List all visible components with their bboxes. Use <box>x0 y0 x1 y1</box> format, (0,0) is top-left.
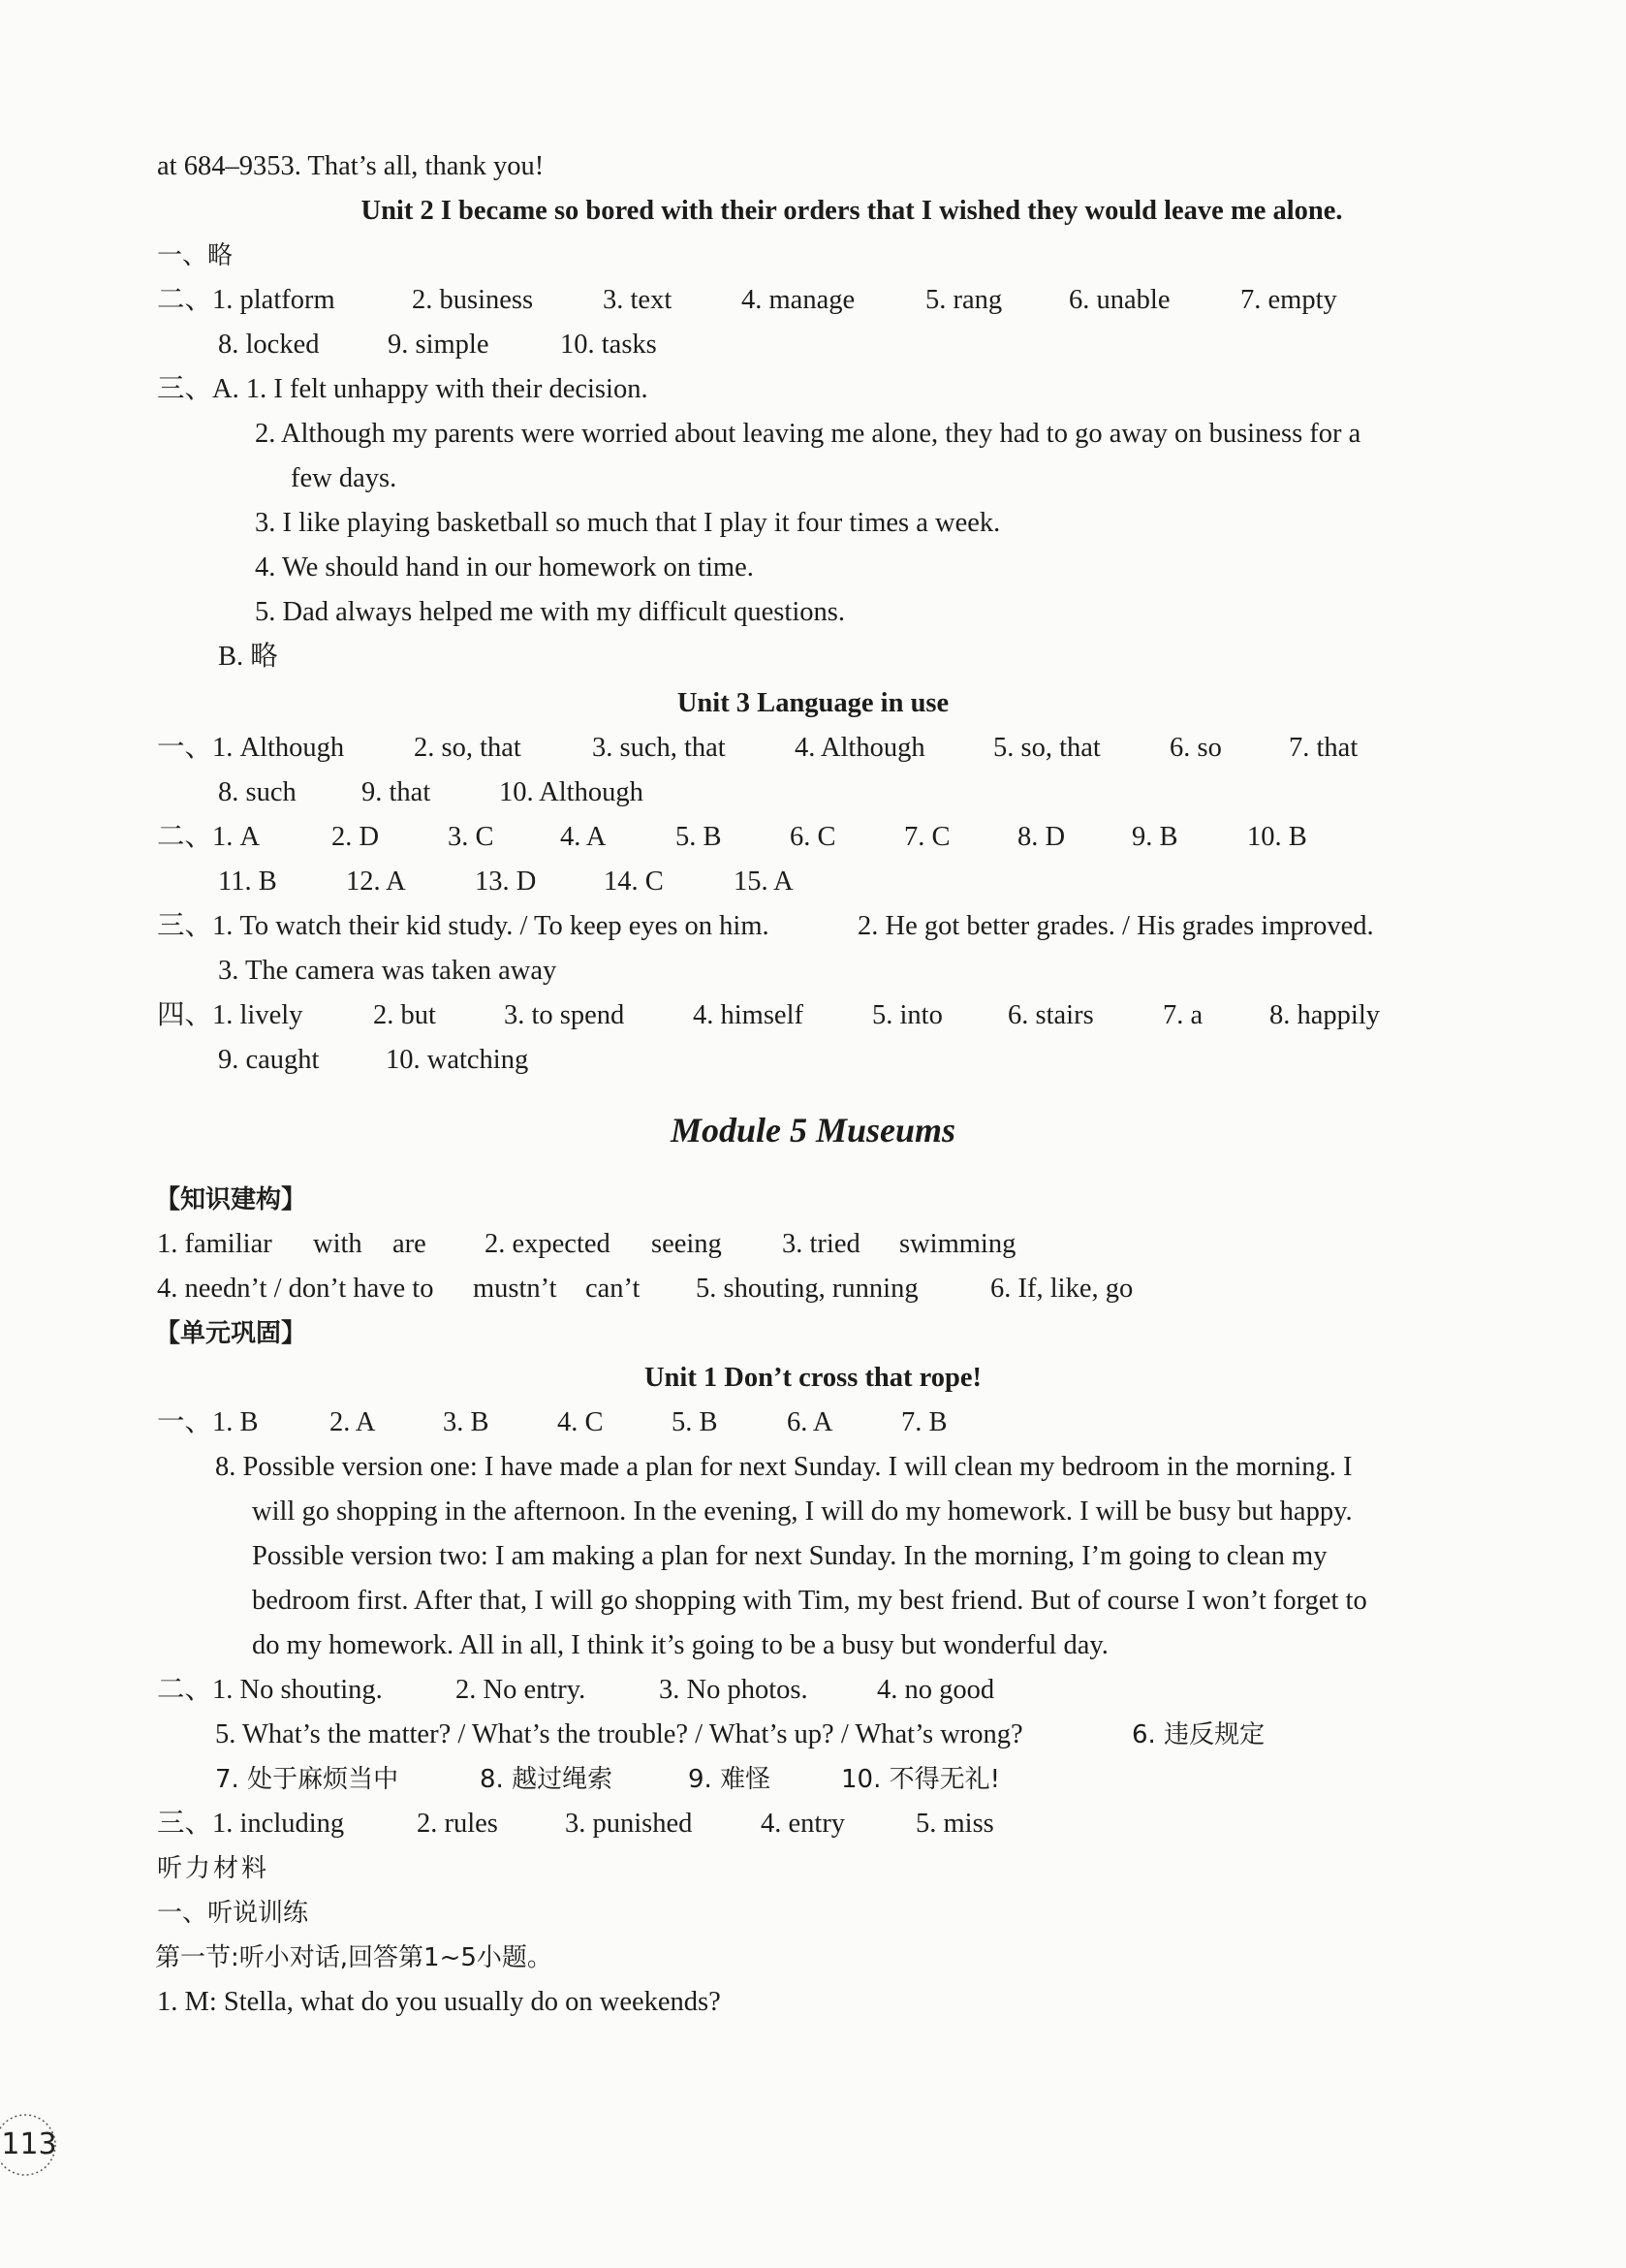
answer-item: 10. 不得无礼! <box>841 1765 1001 1794</box>
answer-item: are <box>392 1229 426 1259</box>
answer-item: 9. that <box>361 777 431 807</box>
answer-item: 5. shouting, running <box>696 1274 919 1304</box>
answer-item: 7. C <box>904 822 951 852</box>
text-line: at 684–9353. That’s all, thank you! <box>157 151 545 181</box>
text-line: few days. <box>291 463 397 493</box>
answer-item: 7. that <box>1289 733 1359 763</box>
text-line: 三、A. 1. I felt unhappy with their decision. <box>157 374 648 404</box>
text-line: 一、略 <box>157 241 234 270</box>
text-line: 一、听说训练 <box>157 1899 309 1928</box>
text-line: 3. The camera was taken away <box>218 956 557 986</box>
answer-item: 15. A <box>734 866 794 897</box>
answer-item: 二、1. platform <box>157 285 335 315</box>
answer-item: mustn’t <box>473 1274 557 1304</box>
answer-item: 3. No photos. <box>659 1675 808 1705</box>
answer-item: 9. 难怪 <box>688 1765 771 1794</box>
answer-item: 9. simple <box>388 330 489 360</box>
unit-1-heading: Unit 1 Don’t cross that rope! <box>643 1363 983 1393</box>
knowledge-structure-heading: 【知识建构】 <box>155 1185 307 1214</box>
answer-item: 3. C <box>448 822 494 852</box>
answer-item: 一、1. Although <box>157 733 345 763</box>
answer-item: 7. 处于麻烦当中 <box>215 1765 399 1794</box>
answer-item: 6. A <box>787 1407 833 1437</box>
answer-item: 4. no good <box>877 1675 995 1705</box>
answer-item: 9. caught <box>218 1045 320 1075</box>
text-line: do my homework. All in all, I think it’s going to be a busy but wonderful day. <box>252 1630 1109 1660</box>
answer-item: can’t <box>585 1274 641 1304</box>
text-line: 1. M: Stella, what do you usually do on weekends? <box>157 1987 721 2017</box>
answer-item: 10. watching <box>386 1045 529 1075</box>
text-line: 3. I like playing basketball so much that I play it four times a week. <box>255 508 1001 538</box>
answer-item: 2. business <box>412 285 534 315</box>
text-line: 第一节:听小对话,回答第1~5小题。 <box>155 1943 552 1972</box>
text-line: will go shopping in the afternoon. In the evening, I will do my homework. I will be busy but happy. <box>252 1496 1353 1527</box>
answer-item: 2. so, that <box>414 733 521 763</box>
answer-item: 13. D <box>475 866 537 897</box>
answer-item: 10. B <box>1247 822 1307 852</box>
answer-item: 6. unable <box>1069 285 1171 315</box>
text-line: B. 略 <box>218 642 278 672</box>
answer-item: 5. rang <box>925 285 1003 315</box>
answer-item: 2. No entry. <box>455 1675 586 1705</box>
answer-item: 5. into <box>872 1000 943 1030</box>
answer-item: 二、1. A <box>157 822 261 852</box>
answer-item: 8. such <box>218 777 297 807</box>
unit-3-heading: Unit 3 Language in use <box>676 688 950 718</box>
answer-item: 5. B <box>675 822 722 852</box>
answer-item: 10. Although <box>499 777 643 807</box>
answer-item: 二、1. No shouting. <box>157 1675 383 1705</box>
text-line: 5. Dad always helped me with my difficult questions. <box>255 597 845 627</box>
answer-item: 4. A <box>560 822 607 852</box>
unit-2-heading: Unit 2 I became so bored with their orders that I wished they would leave me alone. <box>360 196 1343 226</box>
answer-item: 4. himself <box>693 1000 803 1030</box>
answer-item: 5. What’s the matter? / What’s the trouble? / What’s up? / What’s wrong? <box>215 1719 1023 1749</box>
answer-item: 3. tried <box>782 1229 860 1259</box>
answer-item: 6. so <box>1170 733 1222 763</box>
answer-item: 6. C <box>790 822 836 852</box>
answer-item: 5. miss <box>916 1809 994 1839</box>
answer-item: 7. a <box>1163 1000 1204 1030</box>
answer-item: 7. B <box>901 1407 948 1437</box>
answer-item: 7. empty <box>1240 285 1337 315</box>
answer-item: 14. C <box>604 866 664 897</box>
answer-item: 一、1. B <box>157 1407 259 1437</box>
page-number: 113 <box>1 2127 57 2161</box>
answer-item: 3. text <box>603 285 672 315</box>
answer-item: 4. entry <box>761 1809 846 1839</box>
answer-item: 3. to spend <box>504 1000 625 1030</box>
answer-item: 2. He got better grades. / His grades improved. <box>858 911 1374 941</box>
text-line: bedroom first. After that, I will go shopping with Tim, my best friend. But of course I won’t forget to <box>252 1586 1367 1616</box>
text-line: 8. Possible version one: I have made a plan for next Sunday. I will clean my bedroom in the morning. I <box>215 1452 1353 1482</box>
answer-item: 8. D <box>1017 822 1066 852</box>
answer-item: seeing <box>651 1229 722 1259</box>
answer-item: 4. needn’t / don’t have to <box>157 1274 434 1304</box>
answer-item: 2. but <box>373 1000 436 1030</box>
answer-item: 3. such, that <box>592 733 726 763</box>
answer-item: 3. B <box>443 1407 489 1437</box>
unit-consolidation-heading: 【单元巩固】 <box>155 1319 307 1348</box>
answer-item: 6. stairs <box>1008 1000 1094 1030</box>
answer-item: 8. 越过绳索 <box>480 1765 613 1794</box>
answer-item: 4. manage <box>741 285 856 315</box>
answer-item: 2. D <box>331 822 380 852</box>
answer-item: 三、1. including <box>157 1809 345 1839</box>
text-line: Possible version two: I am making a plan for next Sunday. In the morning, I’m going to clean my <box>252 1541 1328 1571</box>
answer-item: 2. expected <box>485 1229 610 1259</box>
listening-materials-heading: 听力材料 <box>157 1854 270 1883</box>
answer-item: 4. Although <box>795 733 925 763</box>
module-5-title: Module 5 Museums <box>670 1111 956 1150</box>
answer-item: 三、1. To watch their kid study. / To keep eyes on him. <box>157 911 769 941</box>
answer-item: 2. A <box>329 1407 376 1437</box>
answer-item: 1. familiar <box>157 1229 272 1259</box>
answer-item: with <box>313 1229 362 1259</box>
answer-item: 4. C <box>557 1407 604 1437</box>
answer-item: 四、1. lively <box>157 1000 303 1030</box>
answer-item: 8. locked <box>218 330 320 360</box>
answer-item: 6. 违反规定 <box>1132 1720 1266 1749</box>
text-line: 2. Although my parents were worried about leaving me alone, they had to go away on business for a <box>255 419 1361 449</box>
answer-item: 5. B <box>672 1407 718 1437</box>
answer-item: 10. tasks <box>560 330 657 360</box>
answer-item: 11. B <box>218 866 277 897</box>
answer-item: 9. B <box>1132 822 1178 852</box>
answer-item: 3. punished <box>565 1809 693 1839</box>
answer-item: 12. A <box>346 866 406 897</box>
answer-item: 5. so, that <box>993 733 1101 763</box>
answer-item: 8. happily <box>1269 1000 1380 1030</box>
answer-item: 2. rules <box>417 1809 498 1839</box>
text-line: 4. We should hand in our homework on time. <box>255 552 754 583</box>
answer-item: swimming <box>899 1229 1016 1259</box>
answer-item: 6. If, like, go <box>990 1274 1134 1304</box>
